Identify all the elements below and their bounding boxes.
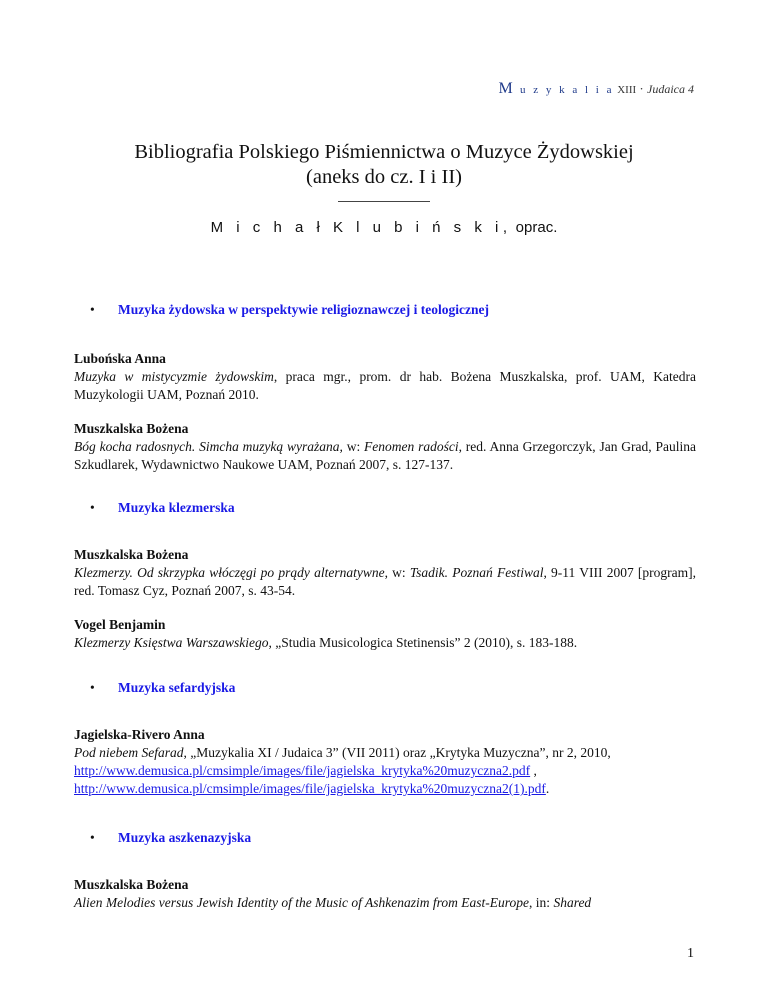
entry-title: Muzyka w mistycyzmie żydowskim bbox=[74, 369, 274, 384]
page-number: 1 bbox=[687, 946, 694, 961]
journal-series: Judaica 4 bbox=[647, 82, 694, 96]
bibliography-entry: Muszkalska Bożena Alien Melodies versus Jewish Identity of the Music of Ashkenazim from East-Europe, in: Shared bbox=[74, 876, 696, 912]
entry-title: Alien Melodies versus Jewish Identity of the Music of Ashkenazim from East-Europe bbox=[74, 895, 530, 910]
entry-source: Fenomen radości bbox=[364, 439, 459, 454]
entry-title: Klezmerzy. Od skrzypka włóczęgi po prądy alternatywne bbox=[74, 565, 385, 580]
journal-name: M u z y k a l i a bbox=[498, 80, 614, 97]
document-title: Bibliografia Polskiego Piśmiennictwa o Muzyce Żydowskiej (aneks do cz. I i II) bbox=[134, 141, 634, 188]
bibliography-entry: Muszkalska Bożena Klezmerzy. Od skrzypka włóczęgi po prądy alternatywne, w: Tsadik. Poznań Festiwal, 9-11 VIII 2007 [program], red. Tomasz Cyz, Poznań 2007, s. 43-54. bbox=[74, 547, 696, 598]
bibliography-entry: Vogel Benjamin Klezmerzy Księstwa Warszawskiego, „Studia Musicologica Stetinensis” 2 (2010), s. 183-188. bbox=[74, 616, 696, 652]
entry-author: Vogel Benjamin bbox=[74, 617, 166, 632]
bullet-icon: • bbox=[90, 680, 95, 695]
bibliography-entry: Muszkalska Bożena Bóg kocha radosnych. Simcha muzyką wyrażana, w: Fenomen radości, red. Anna Grzegorczyk, Jan Grad, Paulina Szkudlarek, Wydawnictwo Naukowe UAM, Poznań 2007, s. 127-137. bbox=[74, 421, 696, 472]
journal-volume: XIII bbox=[617, 84, 637, 96]
bibliography-entry: Lubońska Anna Muzyka w mistycyzmie żydowskim, praca mgr., prom. dr hab. Bożena Muszkalska, prof. UAM, Katedra Muzykologii UAM, Poznań 2010. bbox=[74, 351, 696, 402]
author-line bbox=[0, 219, 768, 236]
entry-author: Muszkalska Bożena bbox=[74, 877, 189, 892]
entry-title: Klezmerzy Księstwa Warszawskiego bbox=[74, 635, 269, 650]
title-divider bbox=[338, 201, 430, 202]
author-role: oprac. bbox=[515, 219, 558, 236]
entry-title: Bóg kocha radosnych. Simcha muzyką wyrażana, bbox=[74, 439, 343, 454]
bullet-icon: • bbox=[90, 830, 95, 845]
bullet-icon: • bbox=[90, 302, 95, 317]
pdf-link-2[interactable]: http://www.demusica.pl/cmsimple/images/file/jagielska_krytyka%20muzyczna2(1).pdf bbox=[74, 781, 546, 796]
bibliography-entry: Jagielska-Rivero Anna Pod niebem Sefarad, „Muzykalia XI / Judaica 3” (VII 2011) oraz „Krytyka Muzyczna”, nr 2, 2010, http://www.demusica.pl/cmsimple/images/file/jagielska_krytyka%20muzyczna2.pdf , http://www.demusica.pl/cmsimple/images/file/jagielska_krytyka%20muzyczna2(1).pdf. bbox=[74, 726, 696, 798]
author-name: M i c h a ł K l u b i ń s k i, bbox=[210, 219, 512, 236]
entry-author: Lubońska Anna bbox=[74, 351, 166, 366]
entry-title: Pod niebem Sefarad bbox=[74, 745, 184, 760]
entry-source: Tsadik. Poznań Festiwal bbox=[409, 565, 544, 580]
running-header: M u z y k a l i a XIII · Judaica 4 bbox=[498, 80, 694, 97]
entry-author: Jagielska-Rivero Anna bbox=[74, 727, 205, 742]
pdf-link-1[interactable]: http://www.demusica.pl/cmsimple/images/file/jagielska_krytyka%20muzyczna2.pdf bbox=[74, 763, 531, 778]
entry-author: Muszkalska Bożena bbox=[74, 547, 189, 562]
bullet-icon: • bbox=[90, 500, 95, 515]
entry-source: Shared bbox=[553, 895, 592, 910]
entry-author: Muszkalska Bożena bbox=[74, 421, 189, 436]
